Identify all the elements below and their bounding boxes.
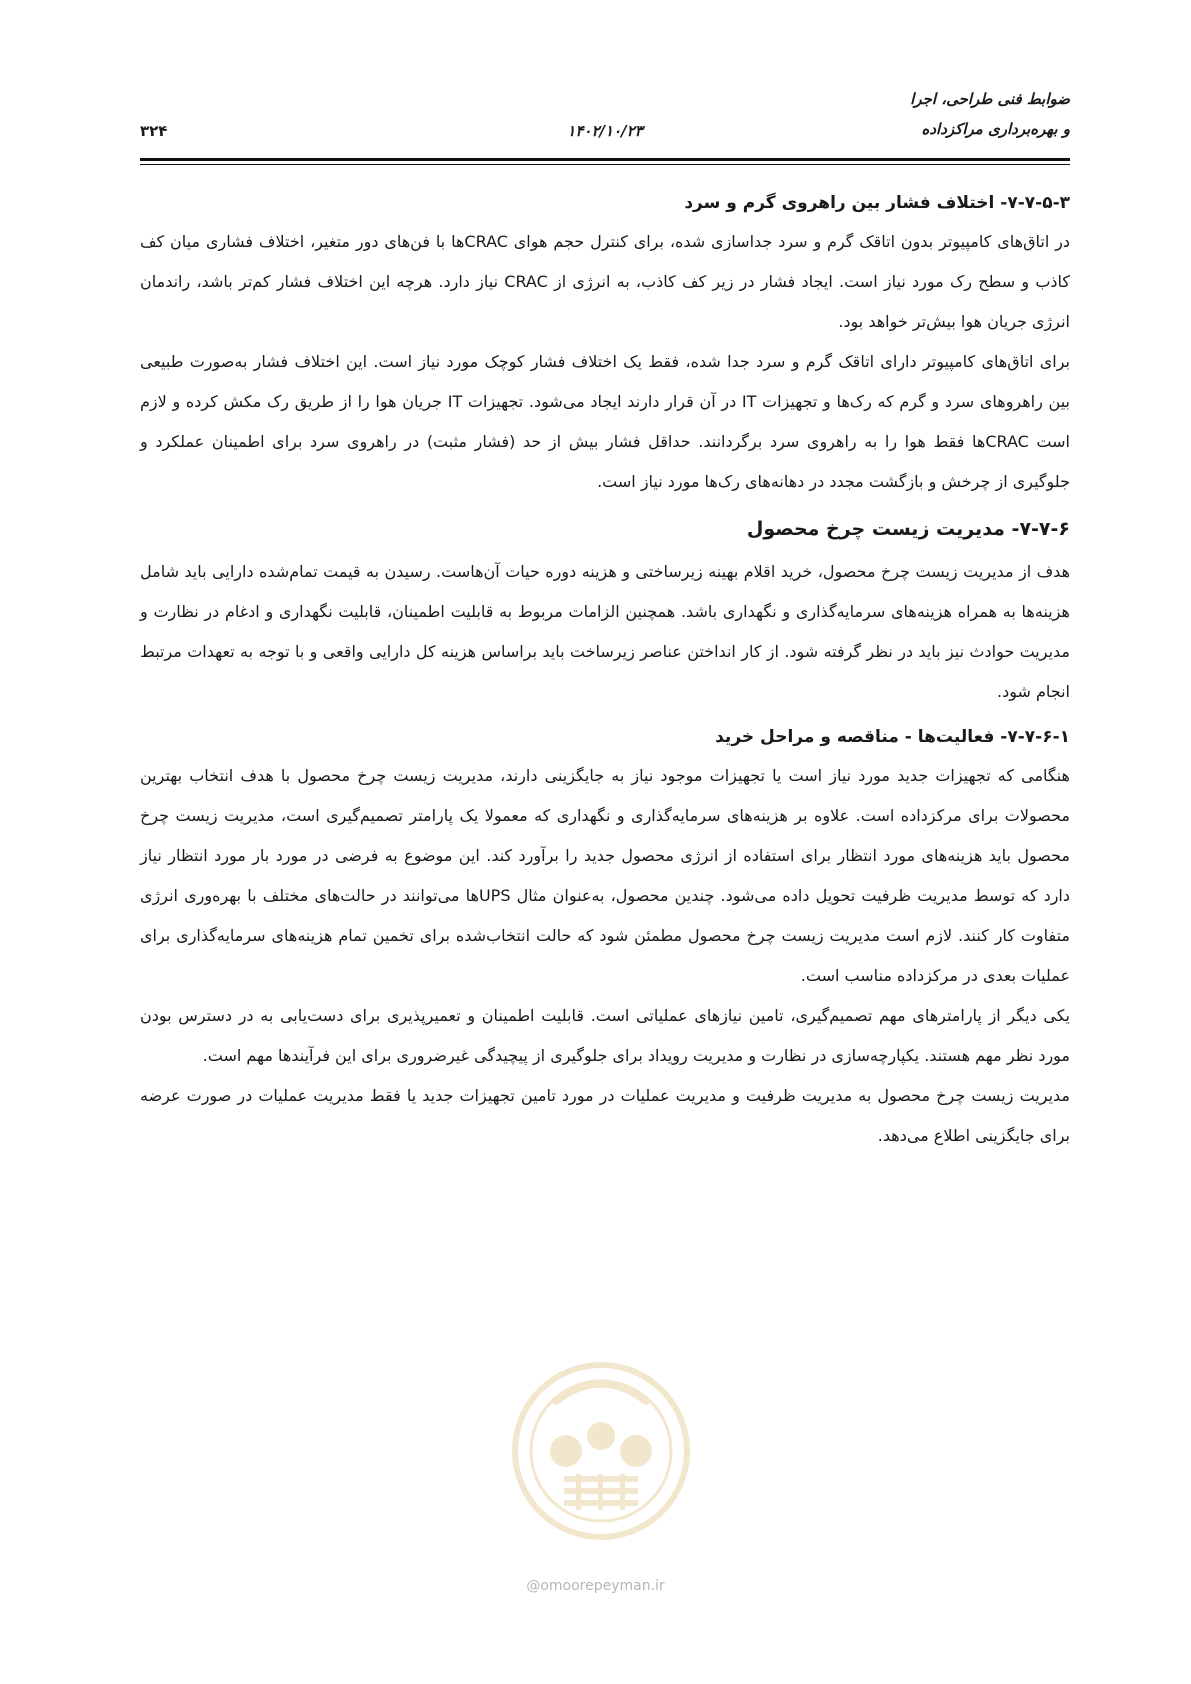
paragraph: برای اتاق‌های کامپیوتر دارای اتاقک گرم و سرد جدا شده، فقط یک اختلاف فشار کوچک مورد نیاز است. این اختلاف فشار به‌صورت طبیعی بین راهروهای سرد و گرم که رک‌ها و تجهیزات IT در آن قرار دارند ایجاد می‌شود. تجهیزات IT جریان هوا را از طریق رک مکش کرده و لازم است CRACها فقط هوا را به راهروی سرد برگردانند. حداقل فشار بیش از حد (فشار مثبت) در راهروی سرد برای اطمینان عملکرد و جلوگیری از چرخش و بازگشت مجدد در دهانه‌های رک‌ها مورد نیاز است. xyxy=(140,352,1070,491)
paragraph: مدیریت زیست چرخ محصول به مدیریت ظرفیت و مدیریت عملیات در مورد تامین تجهیزات جدید یا فقط مدیریت عملیات در صورت عرضه برای جایگزینی اطلاع می‌دهد. xyxy=(140,1086,1070,1145)
document-date: ۱۴۰۲/۱۰/۲۳ xyxy=(567,122,643,140)
footer-url: @omoorepeyman.ir xyxy=(526,1578,665,1594)
page-header xyxy=(140,78,1070,168)
paragraph: هدف از مدیریت زیست چرخ محصول، خرید اقلام بهینه زیرساختی و هزینه دوره حیات آن‌هاست. رسیدن به قیمت تمام‌شده دارایی باید شامل هزینه‌ها به همراه هزینه‌های سرمایه‌گذاری و نگهداری باشد. همچنین الزامات مربوط به قابلیت اطمینان، قابلیت نگهداری و ادغام در نظارت و مدیریت حوادث نیز باید در نظر گرفته شود. از کار انداختن عناصر زیرساخت باید براساس هزینه کل دارایی واقعی و با توجه به تعهدات مرتبط انجام شود. xyxy=(140,562,1070,701)
watermark-logo-icon xyxy=(506,1356,696,1546)
paragraph: یکی دیگر از پارامترهای مهم تصمیم‌گیری، تامین نیازهای عملیاتی است. قابلیت اطمینان و تعمیرپذیری برای دست‌یابی به در دسترس بودن مورد نظر مهم هستند. یکپارچه‌سازی در نظارت و مدیریت رویداد برای جلوگیری از پیچیدگی غیرضروری برای این فرآیندها مهم است. xyxy=(140,1006,1070,1065)
header-divider-thin xyxy=(140,164,1070,165)
title-line-1: ضوابط فنی طراحی، اجرا xyxy=(910,90,1070,108)
section-heading-pressure-difference: ۷-۷-۵-۳- اختلاف فشار بین راهروی گرم و سرد xyxy=(684,193,1070,213)
page-body xyxy=(140,186,1070,1156)
header-divider-thick xyxy=(140,158,1070,161)
title-line-2: و بهره‌برداری مراکزداده xyxy=(921,120,1070,138)
paragraph: در اتاق‌های کامپیوتر بدون اتاقک گرم و سرد جداسازی شده، برای کنترل حجم هوای CRACها با فن‌های دور متغیر، اختلاف فشاری میان کف کاذب و سطح رک مورد نیاز است. ایجاد فشار در زیر کف کاذب، به انرژی از CRAC نیاز دارد. هرچه این اختلاف فشار کم‌تر باشد، راندمان انرژی جریان هوا بیش‌تر خواهد بود. xyxy=(140,232,1071,331)
section-heading-lifecycle-management: ۷-۷-۶- مدیریت زیست چرخ محصول xyxy=(746,518,1070,540)
page-number: ۳۲۴ xyxy=(140,122,168,140)
section-heading-procurement: ۷-۷-۶-۱- فعالیت‌ها - مناقصه و مراحل خرید xyxy=(715,727,1070,747)
paragraph: هنگامی که تجهیزات جدید مورد نیاز است یا تجهیزات موجود نیاز به جایگزینی دارند، مدیریت زیست چرخ محصول با هدف انتخاب بهترین محصولات برای مرکزداده است. علاوه بر هزینه‌های سرمایه‌گذاری و نگهداری که معمولا یک پارامتر تصمیم‌گیری است، مدیریت زیست چرخ محصول باید هزینه‌های مورد انتظار برای استفاده از انرژی محصول جدید را برآورد کند. این موضوع به فرضی در مورد بار مورد انتظار نیاز دارد که توسط مدیریت ظرفیت تحویل داده می‌شود. چندین محصول، به‌عنوان مثال UPSها می‌توانند در حالت‌های مختلف با بهره‌وری انرژی متفاوت کار کنند. لازم است مدیریت زیست چرخ محصول مطمئن شود که حالت انتخاب‌شده برای تخمین تمام هزینه‌های سرمایه‌گذاری برای عملیات بعدی در مرکزداده مناسب است. xyxy=(140,766,1071,985)
